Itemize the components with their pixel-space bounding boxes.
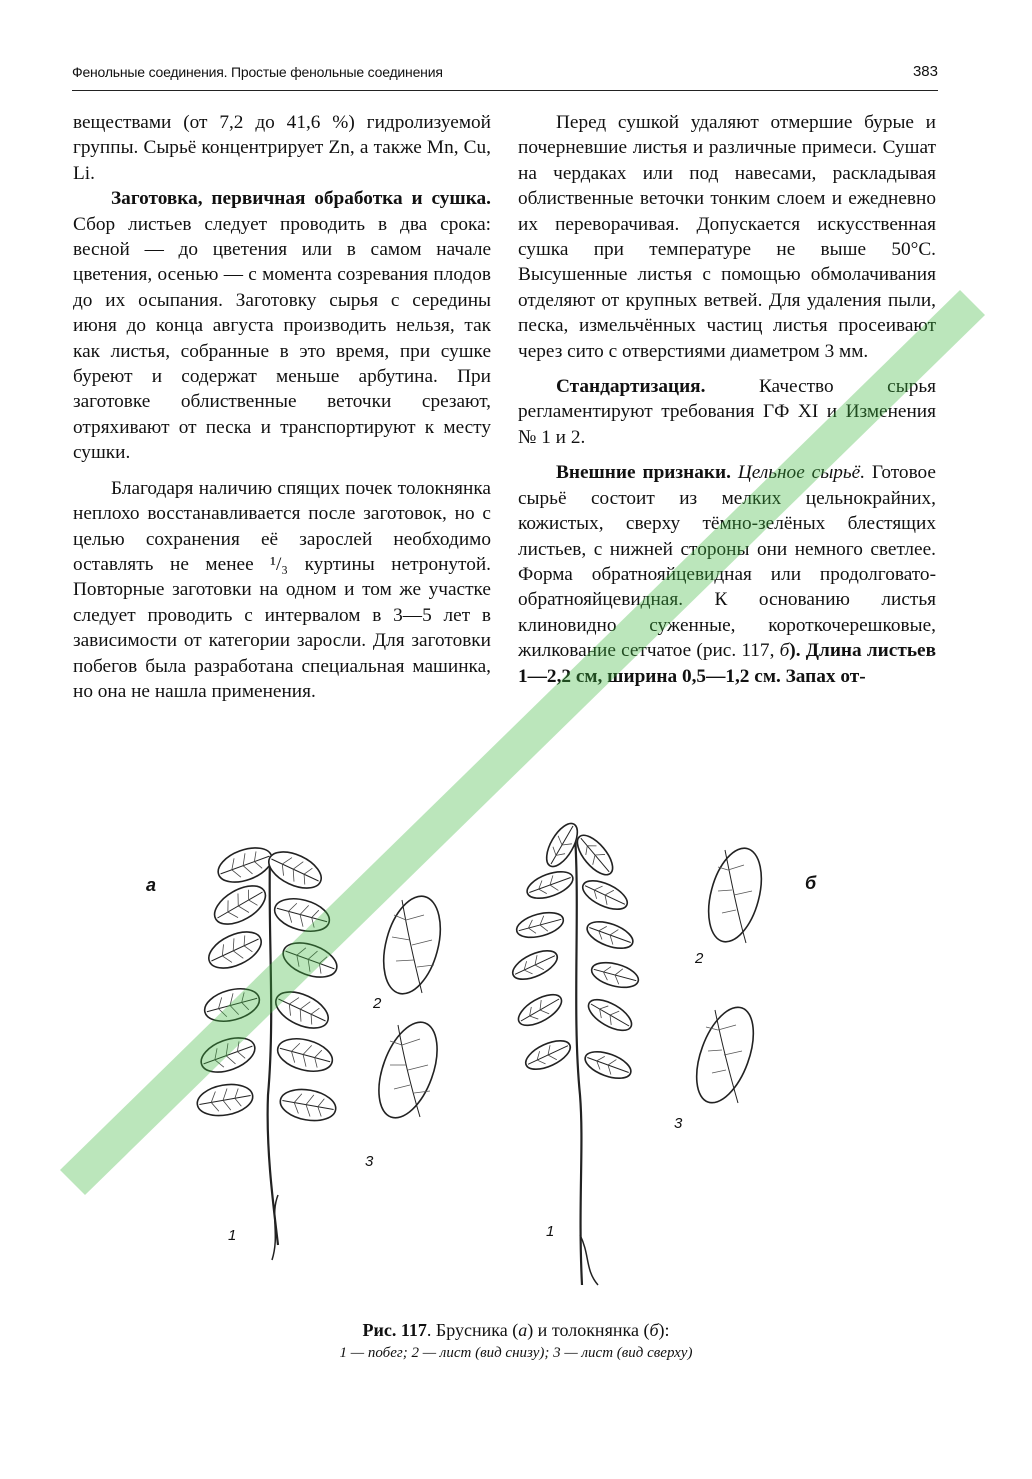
figure-number: 3 [674,1115,683,1132]
paragraph: Внешние признаки. Цельное сырьё. Готовое сырьё состоит из мелких цельнокрайних, кожистых, сверху тёмно-зелёных блестящих листьев, с нижней стороны они немного светлее. Форма обратнояйцевидная или продолговато-обратнояйцевидная. К основанию листья клиновидно суженные, короткочерешковые, жилкование сетчатое (рис. 117, б). Длина листьев 1—2,2 см, ширина 0,5—1,2 см. Запах от- [518,462,936,687]
figure-number: 1 [228,1227,237,1244]
figure-117 [140,815,900,1295]
shoot-a [195,841,342,1260]
section-heading: Заготовка, первичная обработка и сушка. [111,188,491,210]
botanical-illustration [140,815,900,1295]
section-heading: Внешние признаки. [556,462,731,484]
figure-caption: Рис. 117. Брусника (а) и толокнянка (б): 1 — побег; 2 — лист (вид снизу); 3 — лист (вид сверху) [0,1320,1032,1362]
page-number: 383 [912,63,938,80]
paragraph: Заготовка, первичная обработка и сушка. Сбор листьев следует проводить в два срока: весной — до цветения или в самом начале цветения, осенью — с момента созревания плодов до их осыпания. Заготовку сырья с середины июня до конца августа производить нельзя, так как листья, собранные в это время, при сушке буреют и содержат меньше арбутина. При заготовке облиственные веточки срезают, отряхивают от песка и транспортируют к месту сушки. [73,188,491,464]
paragraph: Благодаря наличию спящих почек толокнянка неплохо восстанавливается после заготовок, но с целью сохранения её зарослей необходимо оставлять не менее ¹/₃ куртины нетронутой. Повторные заготовки на одном и том же участке следует проводить с интервалом в 3—5 лет в зависимости от категории заросли. Для заготовки побегов была разработана специальная машинка, но она не нашла применения. [73,477,491,702]
figure-number: 3 [365,1153,374,1170]
figure-legend: 1 — побег; 2 — лист (вид снизу); 3 — лист (вид сверху) [339,1345,693,1361]
figure-number: 2 [373,995,382,1012]
figure-number: 2 [695,950,704,967]
shoot-b [509,819,641,1285]
right-column [518,110,936,689]
figure-label-b: б [805,873,817,893]
paragraph: веществами (от 7,2 до 41,6 %) гидролизуемой группы. Сырьё концентрирует Zn, а также Mn, Cu, Li. [73,112,491,184]
figure-label-a: а [146,875,157,895]
left-column [73,110,491,704]
section-title: Фенольные соединения. Простые фенольные соединения [72,64,443,80]
paragraph: Стандартизация. Качество сырья регламентируют требования ГФ XI и Изменения № 1 и 2. [518,376,936,448]
running-header [72,62,938,91]
leaf-b-top [685,1000,764,1110]
leaf-a-top [367,1014,448,1125]
leaf-a-underside [374,890,450,1000]
section-heading: Стандартизация. [556,376,706,398]
paragraph: Перед сушкой удаляют отмершие бурые и почерневшие листья и различные примеси. Сушат на чердаках или под навесами, раскладывая облиственные веточки тонким слоем и ежедневно их переворачивая. Допускается искусственная сушка при температуре не выше 50°С. Высушенные листья с помощью обмолачивания отделяют от крупных ветвей. Для удаления пыли, песка, измельчённых частиц листья просеивают через сито с отверстиями диаметром 3 мм. [518,112,936,362]
leaf-b-underside [699,842,770,947]
figure-number: 1 [546,1223,555,1240]
